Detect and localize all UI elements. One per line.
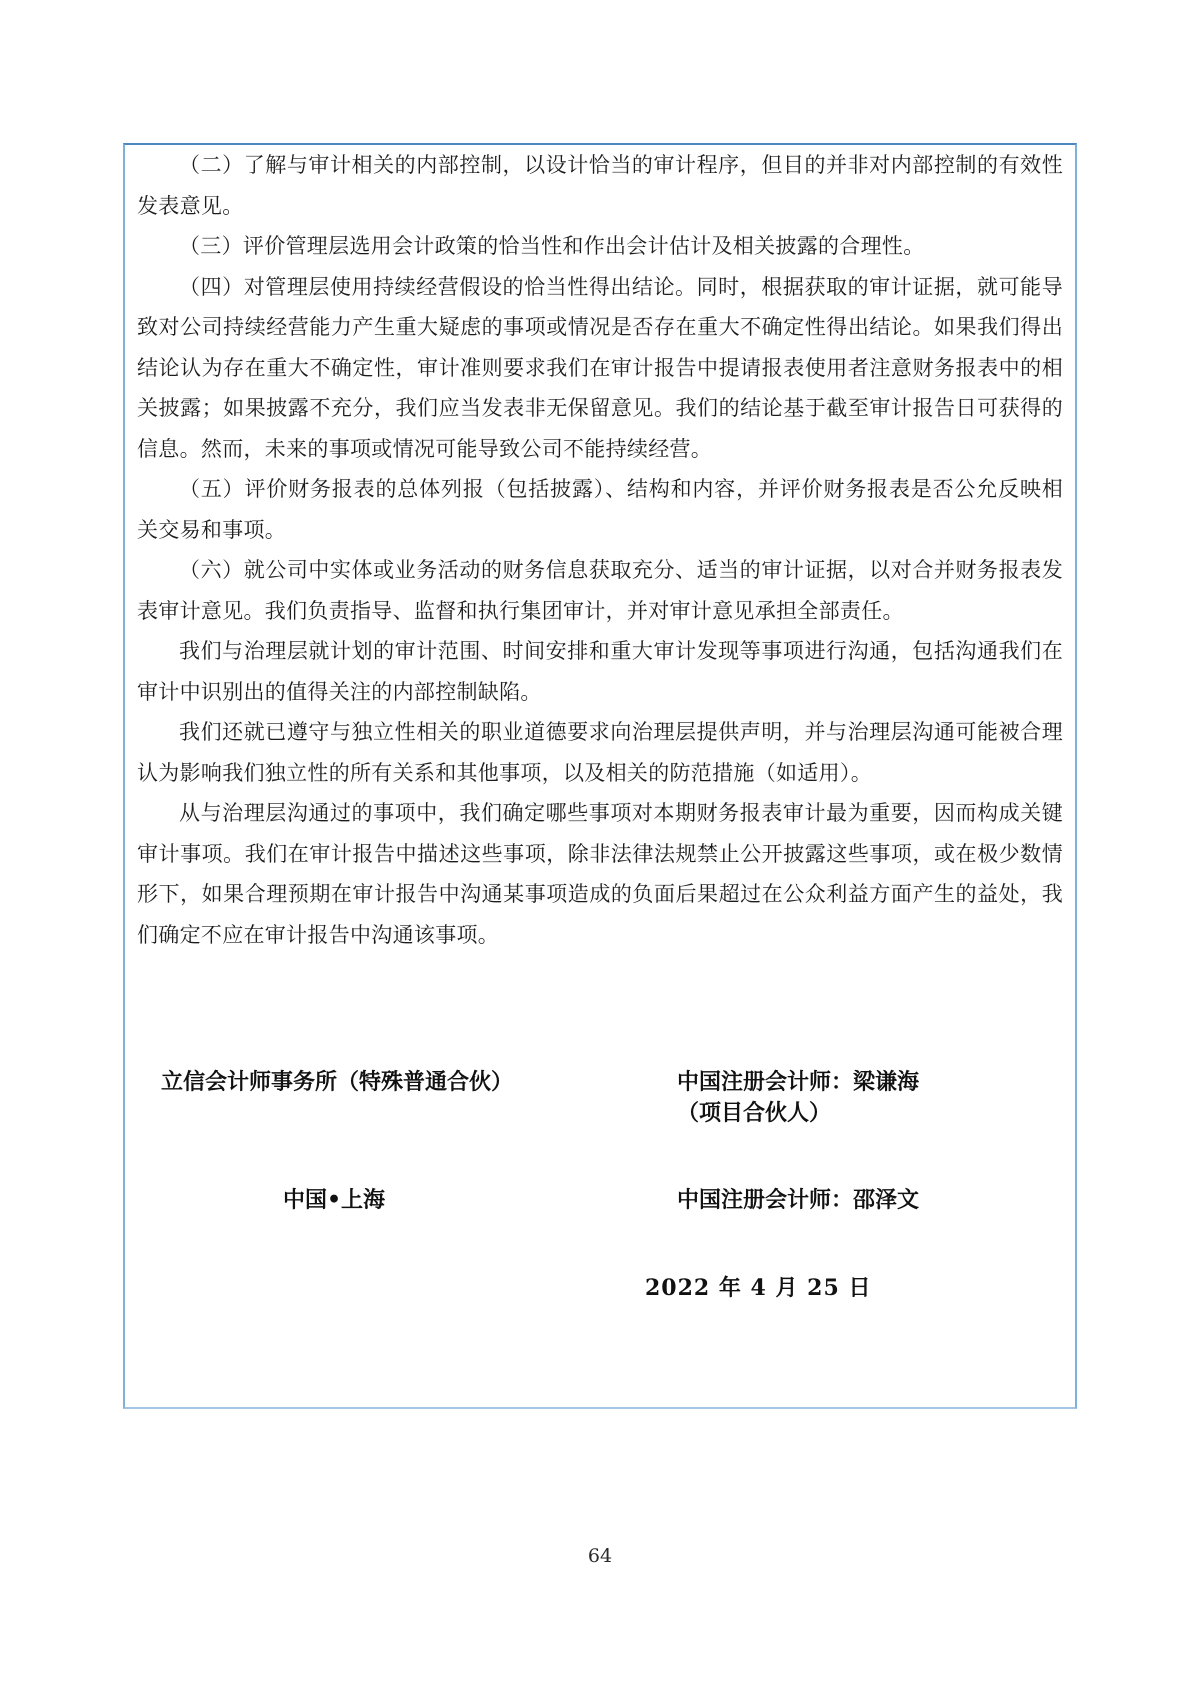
- firm-location: 中国•上海: [283, 1187, 386, 1213]
- audit-firm-name: 立信会计师事务所（特殊普通合伙）: [161, 1069, 514, 1095]
- page-number: 64: [587, 1545, 613, 1567]
- body-paragraph: （二）了解与审计相关的内部控制，以设计恰当的审计程序，但目的并非对内部控制的有效性发表意见。: [137, 153, 1063, 218]
- body-paragraph: （三）评价管理层选用会计政策的恰当性和作出会计估计及相关披露的合理性。: [179, 234, 925, 258]
- body-paragraph: （四）对管理层使用持续经营假设的恰当性得出结论。同时，根据获取的审计证据，就可能导致对公司持续经营能力产生重大疑虑的事项或情况是否存在重大不确定性得出结论。如果我们得出结论认为存在重大不确定性，审计准则要求我们在审计报告中提请报表使用者注意财务报表中的相关披露；如果披露不充分，我们应当发表非无保留意见。我们的结论基于截至审计报告日可获得的信息。然而，未来的事项或情况可能导致公司不能持续经营。: [137, 274, 1063, 461]
- body-paragraph: （六）就公司中实体或业务活动的财务信息获取充分、适当的审计证据，以对合并财务报表发表审计意见。我们负责指导、监督和执行集团审计，并对审计意见承担全部责任。: [137, 558, 1063, 623]
- report-date: 2022 年 4 月 25 日: [645, 1275, 872, 1301]
- bordered-text-box: [123, 143, 1077, 1409]
- body-paragraph: 我们与治理层就计划的审计范围、时间安排和重大审计发现等事项进行沟通，包括沟通我们在审计中识别出的值得关注的内部控制缺陷。: [137, 639, 1063, 704]
- body-paragraph: 从与治理层沟通过的事项中，我们确定哪些事项对本期财务报表审计最为重要，因而构成关键审计事项。我们在审计报告中描述这些事项，除非法律法规禁止公开披露这些事项，或在极少数情形下，如果合理预期在审计报告中沟通某事项造成的负面后果超过在公众利益方面产生的益处，我们确定不应在审计报告中沟通该事项。: [137, 801, 1063, 947]
- signature-block: [125, 145, 1075, 1407]
- cpa1-name-line: 中国注册会计师：梁谦海: [677, 1069, 920, 1095]
- body-paragraph: （五）评价财务报表的总体列报（包括披露）、结构和内容，并评价财务报表是否公允反映相关交易和事项。: [137, 477, 1063, 542]
- body-paragraph: 我们还就已遵守与独立性相关的职业道德要求向治理层提供声明，并与治理层沟通可能被合理认为影响我们独立性的所有关系和其他事项，以及相关的防范措施（如适用）。: [137, 720, 1063, 785]
- cpa1-role-line: （项目合伙人）: [677, 1100, 832, 1126]
- cpa-signature-1: [677, 1067, 919, 1129]
- cpa-signature-2: 中国注册会计师：邵泽文: [677, 1187, 920, 1213]
